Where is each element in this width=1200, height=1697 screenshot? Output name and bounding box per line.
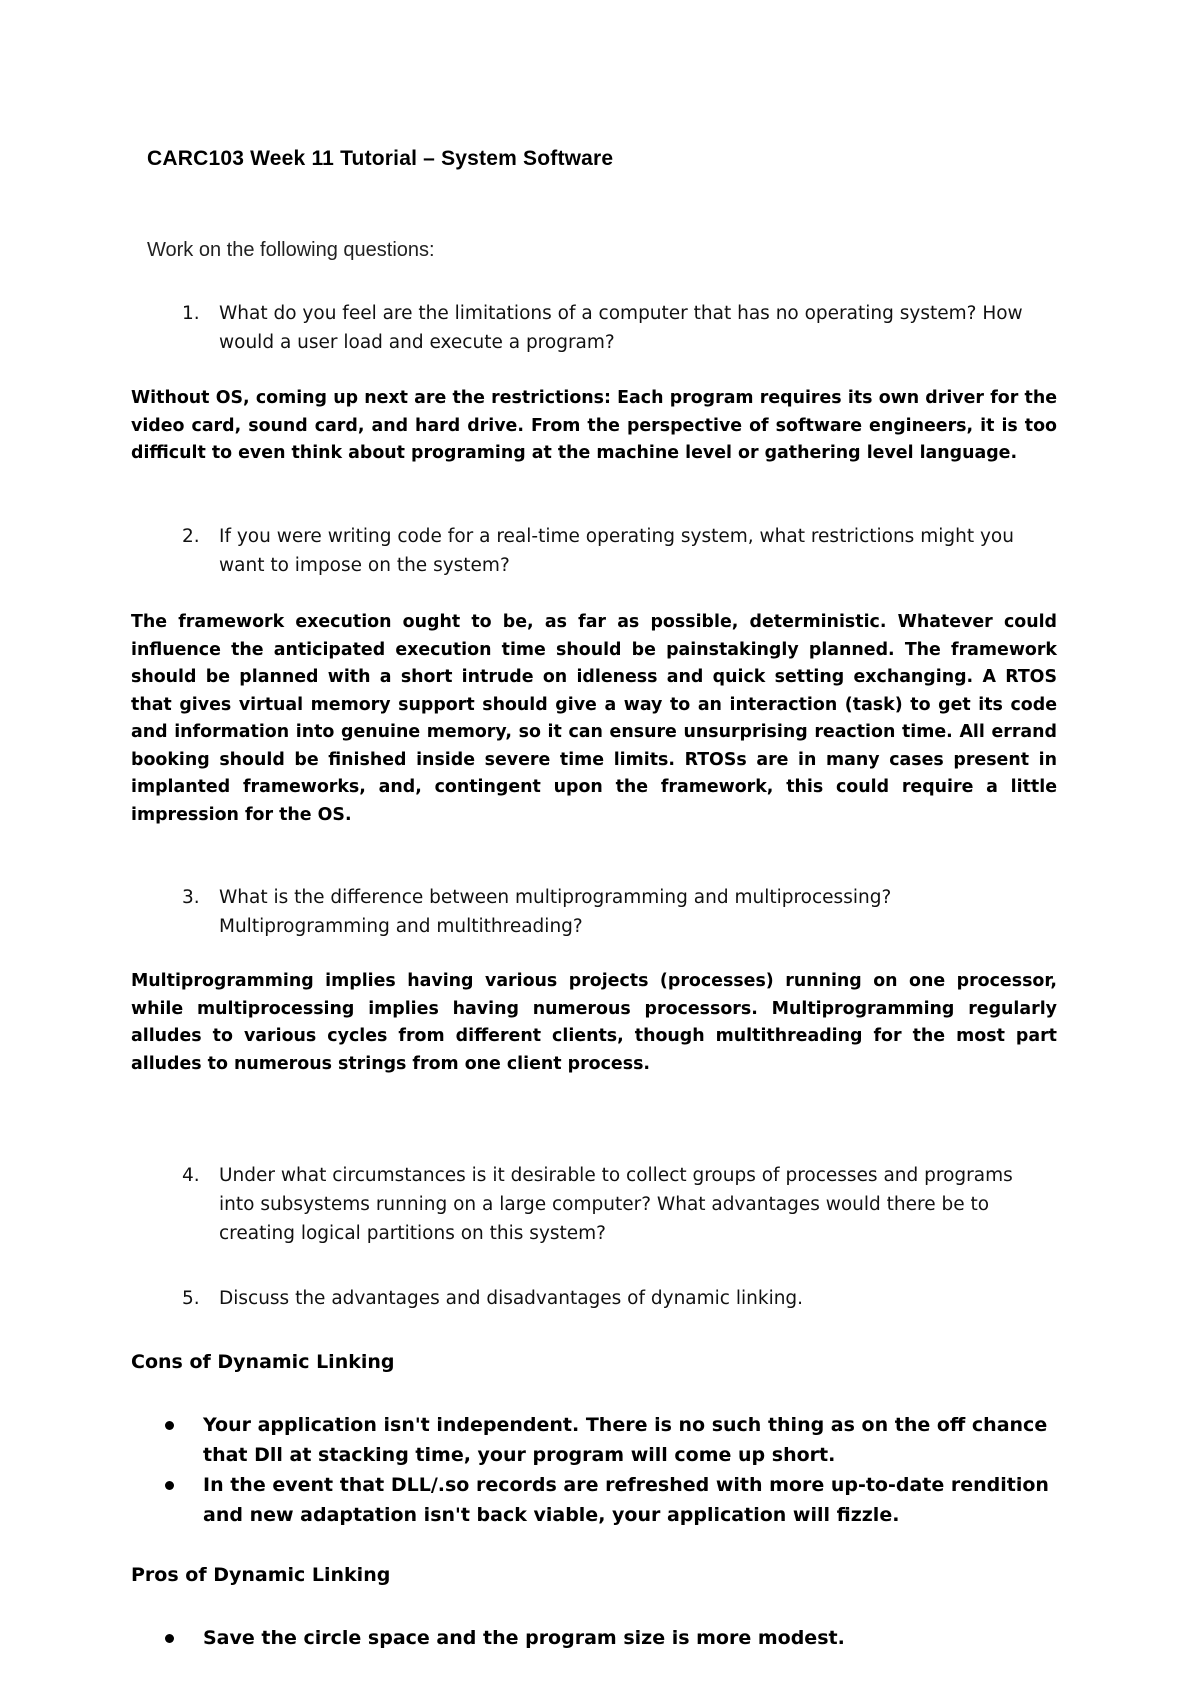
document-title: CARC103 Week 11 Tutorial – System Software [147,147,614,170]
question-4 [182,1161,1042,1248]
question-number: 4. [182,1165,200,1186]
question-number: 5. [182,1288,200,1309]
cons-heading: Cons of Dynamic Linking [131,1351,395,1373]
question-line: What is the difference between multiprogramming and multiprocessing? [219,887,892,908]
intro-text: Work on the following questions: [147,239,435,261]
question-text: Discuss the advantages and disadvantages of dynamic linking. [219,1288,804,1309]
question-number: 1. [182,303,200,324]
pros-list [163,1623,1063,1653]
question-text: If you were writing code for a real-time operating system, what restrictions might you want to impose on the system? [219,526,1014,576]
question-line: Multiprogramming and multithreading? [219,916,583,937]
list-item [163,1623,1063,1653]
question-number: 3. [182,887,200,908]
bullet-icon [165,1481,174,1490]
bullet-icon [165,1634,174,1643]
list-item [163,1410,1063,1470]
list-item [163,1470,1063,1530]
list-item-text: In the event that DLL/.so records are refreshed with more up-to-date rendition and new adaptation isn't back viable, your application will fizzle. [203,1474,1049,1526]
list-item-text: Save the circle space and the program size is more modest. [203,1627,845,1649]
question-1 [182,299,1042,357]
question-3 [182,883,1042,941]
list-item-text: Your application isn't independent. There is no such thing as on the off chance that Dll at stacking time, your program will come up short. [203,1414,1048,1466]
question-2 [182,522,1042,580]
cons-list [163,1410,1063,1530]
question-text: Under what circumstances is it desirable to collect groups of processes and programs into subsystems running on a large computer? What advantages would there be to creating logical partitions on this system? [219,1165,1013,1244]
question-5 [182,1284,1042,1313]
question-text: What do you feel are the limitations of a computer that has no operating system? How would a user load and execute a program? [219,303,1023,353]
answer-2: The framework execution ought to be, as far as possible, deterministic. Whatever could influence the anticipated execution time should be painstakingly planned. The framework should be planned with a short intrude on idleness and quick setting exchanging. A RTOS that gives virtual memory support should give a way to an interaction (task) to get its code and information into genuine memory, so it can ensure unsurprising reaction time. All errand booking should be finished inside severe time limits. RTOSs are in many cases present in implanted frameworks, and, contingent upon the framework, this could require a little impression for the OS. [131,612,1057,825]
pros-heading: Pros of Dynamic Linking [131,1564,391,1586]
question-number: 2. [182,526,200,547]
question-text [219,883,1042,941]
answer-1: Without OS, coming up next are the restrictions: Each program requires its own driver for the video card, sound card, and hard drive. From the perspective of software engineers, it is too difficult to even think about programing at the machine level or gathering level language. [131,388,1057,463]
answer-3: Multiprogramming implies having various projects (processes) running on one processor, while multiprocessing implies having numerous processors. Multiprogramming regularly alludes to various cycles from different clients, though multithreading for the most part alludes to numerous strings from one client process. [131,971,1057,1074]
bullet-icon [165,1421,174,1430]
